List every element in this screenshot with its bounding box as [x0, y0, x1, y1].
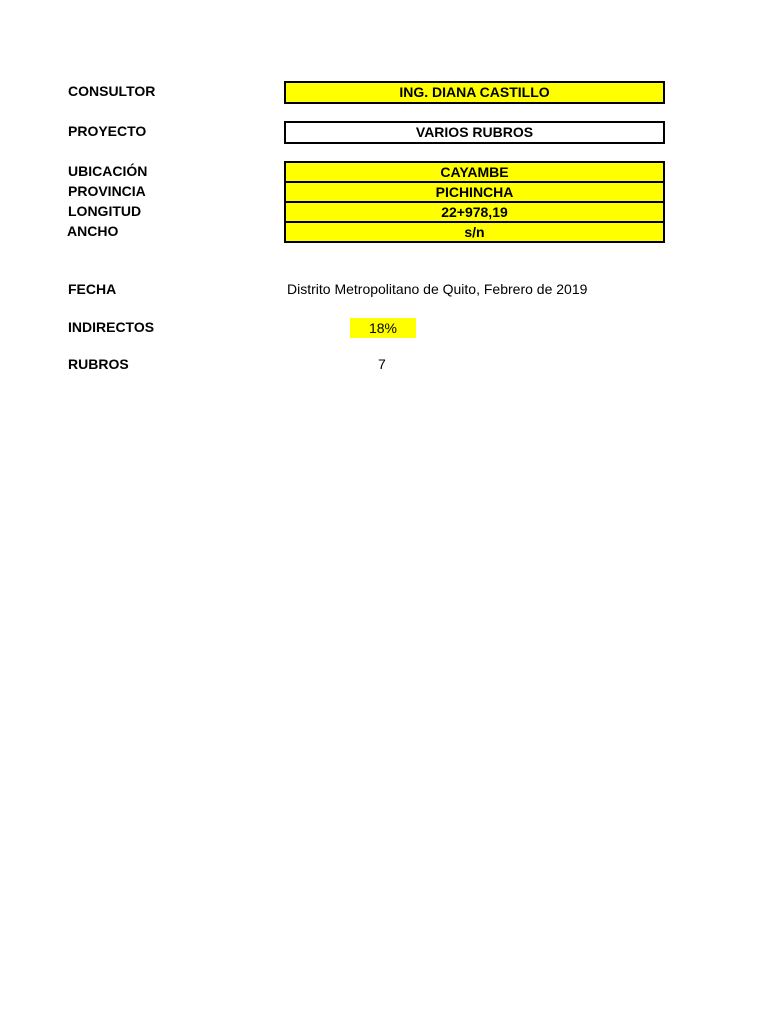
longitud-value[interactable]: 22+978,19 — [286, 203, 663, 223]
rubros-label: RUBROS — [68, 356, 129, 372]
provincia-value[interactable]: PICHINCHA — [286, 183, 663, 203]
consultor-label: CONSULTOR — [68, 83, 156, 99]
proyecto-value[interactable]: VARIOS RUBROS — [284, 121, 665, 144]
location-values-group — [284, 161, 665, 243]
fecha-value[interactable]: Distrito Metropolitano de Quito, Febrero de 2019 — [287, 281, 588, 297]
ubicacion-value[interactable]: CAYAMBE — [286, 163, 663, 183]
provincia-label: PROVINCIA — [68, 183, 146, 199]
ancho-label: ANCHO — [67, 223, 119, 239]
longitud-label: LONGITUD — [68, 203, 142, 219]
ancho-value[interactable]: s/n — [464, 224, 485, 240]
ubicacion-label: UBICACIÓN — [68, 163, 148, 179]
indirectos-label: INDIRECTOS — [68, 319, 155, 335]
indirectos-value[interactable]: 18% — [350, 318, 416, 338]
rubros-value[interactable]: 7 — [378, 356, 386, 372]
consultor-value[interactable]: ING. DIANA CASTILLO — [284, 81, 665, 104]
proyecto-label: PROYECTO — [68, 123, 147, 139]
fecha-label: FECHA — [68, 281, 117, 297]
